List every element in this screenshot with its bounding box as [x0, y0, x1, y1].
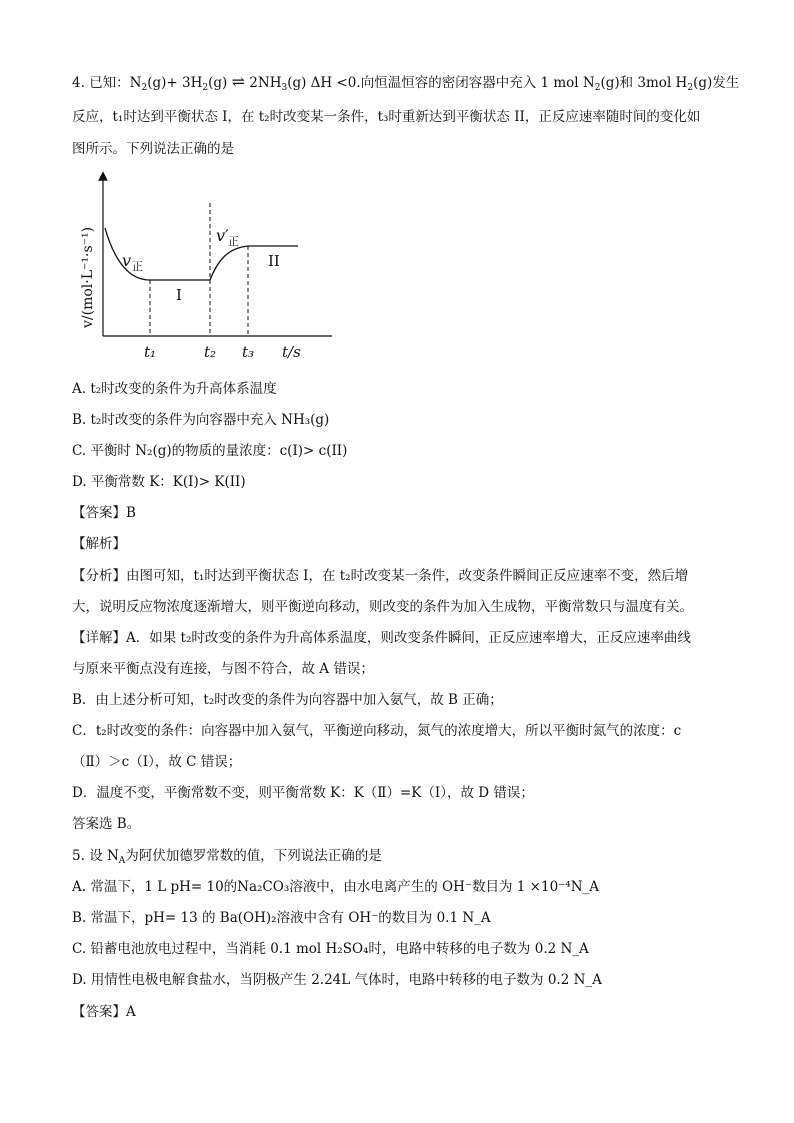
subscript: 2 [687, 83, 694, 93]
q4-stem-line1 [72, 72, 739, 98]
answer-tag: 【答案】 [72, 1004, 126, 1020]
q5-stem-text: 设 N [89, 848, 119, 864]
q4-option-a: A. t₂时改变的条件为升高体系温度 [72, 381, 277, 397]
q5-stem-text: 为阿伏加德罗常数的值，下列说法正确的是 [125, 848, 382, 864]
curve-label-1-sub: 正 [132, 260, 143, 273]
q5-option-c: C. 铅蓄电池放电过程中，当消耗 0.1 mol H₂SO₄时，电路中转移的电子数为 0.2 N_A [72, 941, 589, 957]
q4-stem-line3: 图所示。下列说法正确的是 [72, 141, 234, 157]
q5-option-a: A. 常温下，1 L pH= 10的Na₂CO₃溶液中，由水电离产生的 OH⁻数目为 1 ×10⁻⁴N_A [72, 879, 600, 895]
region-label-2: II [268, 252, 280, 270]
xiangjie-text: A．如果 t₂时改变的条件为升高体系温度，则改变条件瞬间，正反应速率增大，正反应速率曲线 [126, 630, 691, 646]
q4-number: 4. [72, 75, 85, 91]
rate-curve-segment-1 [105, 228, 210, 280]
answer-value: B [126, 505, 136, 521]
q4-fenxi-line1 [72, 566, 688, 586]
subscript: A [118, 856, 126, 866]
q4-xiangjie-line2: 与原来平衡点没有连接，与图不符合，故 A 错误； [72, 661, 374, 677]
tick-t1: t₁ [144, 343, 157, 361]
tick-t2: t₂ [204, 343, 217, 361]
subscript: 3 [281, 83, 288, 93]
q4-option-d: D. 平衡常数 K：K(I)> K(II) [72, 474, 246, 490]
rate-curve-segment-2 [210, 246, 298, 280]
q4-xiangjie-line1 [72, 628, 691, 648]
curve-label-2-sub: 正 [228, 235, 239, 248]
q4-stem-text: (g) ΔH <0.向恒温恒容的密闭容器中充入 1 mol N [287, 75, 595, 91]
q5-option-b: B. 常温下，pH= 13 的 Ba(OH)₂溶液中含有 OH⁻的数目为 0.1 N_A [72, 910, 491, 926]
q5-option-d: D. 用情性电极电解食盐水，当阴极产生 2.24L 气体时，电路中转移的电子数为 0.2 N_A [72, 972, 602, 988]
subscript: 2 [141, 83, 148, 93]
curve-label-1: v [122, 251, 132, 270]
rate-time-graph [70, 168, 340, 368]
q4-option-c: C. 平衡时 N₂(g)的物质的量浓度：c(I)> c(II) [72, 443, 348, 459]
q4-stem-text: (g)发生 [693, 75, 740, 91]
xiangjie-tag: 【详解】 [72, 630, 126, 646]
q5-answer [72, 1002, 136, 1022]
q4-stem-line2: 反应，t₁时达到平衡状态 I，在 t₂时改变某一条件，t₃时重新达到平衡状态 II，正反应速率随时间的变化如 [72, 109, 701, 125]
subscript: 2 [202, 83, 209, 93]
q4-stem-text: (g) [208, 75, 228, 91]
q4-option-b: B. t₂时改变的条件为向容器中充入 NH₃(g) [72, 412, 330, 428]
y-axis-label: v/(mol·L⁻¹·s⁻¹) [80, 226, 96, 328]
q5-number: 5. [72, 848, 85, 864]
q4-xiangjie-line4: C．t₂时改变的条件：向容器中加入氨气，平衡逆向移动，氮气的浓度增大，所以平衡时氮气的浓度：c [72, 723, 682, 739]
q4-xiangjie-line3: B．由上述分析可知，t₂时改变的条件为向容器中加入氨气，故 B 正确； [72, 692, 503, 708]
answer-value: A [126, 1004, 136, 1020]
region-label-1: I [176, 286, 182, 304]
q4-fenxi-line2: 大，说明反应物浓度逐渐增大，则平衡逆向移动，则改变的条件为加入生成物，平衡常数只与温度有关。 [72, 599, 693, 615]
fenxi-text: 由图可知，t₁时达到平衡状态 I，在 t₂时改变某一条件，改变条件瞬间正反应速率不变，然后增 [126, 568, 689, 584]
q4-xiangjie-line5: （Ⅱ）＞c（Ⅰ），故 C 错误； [72, 754, 242, 770]
q4-answer [72, 503, 136, 523]
q4-conclusion: 答案选 B。 [72, 816, 141, 832]
q4-stem-text: 已知：N [89, 75, 142, 91]
x-axis-label: t/s [282, 343, 301, 361]
q4-stem-text: (g)和 3mol H [600, 75, 688, 91]
equilibrium-arrow-icon: ⇌ [231, 72, 245, 91]
q4-analysis-tag: 【解析】 [72, 536, 126, 552]
answer-tag: 【答案】 [72, 505, 126, 521]
q4-stem-text: (g)+ 3H [147, 75, 203, 91]
fenxi-tag: 【分析】 [72, 568, 126, 584]
curve-label-2: v′ [216, 226, 229, 245]
q4-stem-text: 2NH [249, 75, 282, 91]
tick-t3: t₃ [242, 343, 255, 361]
q4-xiangjie-line6: D．温度不变，平衡常数不变，则平衡常数 K：K（Ⅱ）=K（Ⅰ），故 D 错误； [72, 785, 534, 801]
q5-stem [72, 846, 382, 871]
subscript: 2 [594, 83, 601, 93]
